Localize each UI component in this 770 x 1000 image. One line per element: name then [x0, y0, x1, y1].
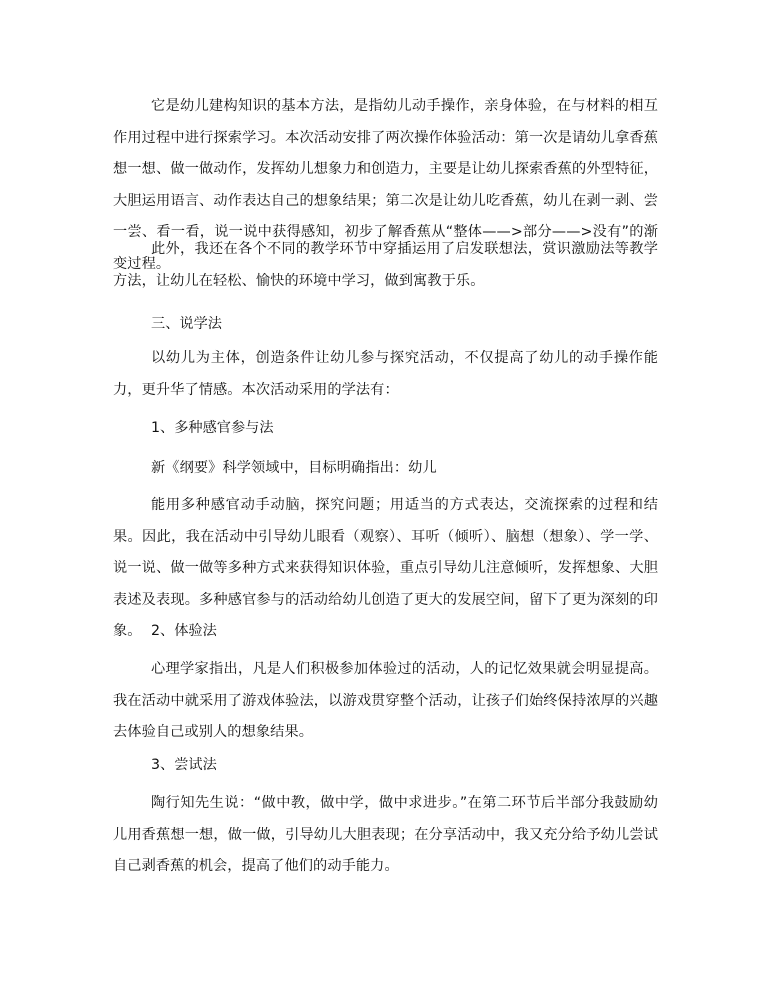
subheading-multi-sensory: 1、多种感官参与法 [151, 420, 274, 436]
paragraph-trial: 陶行知先生说：“做中教，做中学，做中求进步。”在第二环节后半部分我鼓励幼儿用香蕉想一想，做一做，引导幼儿大胆表现；在分享活动中，我又充分给予幼儿尝试自己剥香蕉的机会，提高了他们的动手能力。 [113, 795, 658, 874]
paragraph-multi-sensory: 能用多种感官动手动脑，探究问题；用适当的方式表达，交流探索的过程和结果。因此，我在活动中引导幼儿眼看（观察）、耳听（倾听）、脑想（想象）、学一学、说一说、做一做等多种方式来获得知识体验，重点引导幼儿注意倾听，发挥想象、大胆表述及表现。多种感官参与的活动给幼儿创造了更大的发展空间，留下了更为深刻的印象。 [113, 497, 658, 639]
paragraph-experience: 心理学家指出，凡是人们积极参加体验过的活动，人的记忆效果就会明显提高。我在活动中就采用了游戏体验法，以游戏贯穿整个活动，让孩子们始终保持浓厚的兴趣去体验自己或别人的想象结果。 [113, 661, 658, 740]
subheading-trial: 3、尝试法 [151, 757, 217, 773]
section-heading-learning-methods: 三、说学法 [151, 316, 222, 332]
paragraph-construction-method: 它是幼儿建构知识的基本方法，是指幼儿动手操作，亲身体验，在与材料的相互作用过程中进行探索学习。本次活动安排了两次操作体验活动：第一次是请幼儿拿香蕉想一想、做一做动作，发挥幼儿想象力和创造力，主要是让幼儿探索香蕉的外型特征，大胆运用语言、动作表达自己的想象结果；第二次是让幼儿吃香蕉，幼儿在剥一剥、尝一尝、看一看，说一说中获得感知，初步了解香蕉从“整体——>部分——>没有”的渐变过程。 [113, 98, 658, 272]
paragraph-teaching-methods: 此外，我还在各个不同的教学环节中穿插运用了启发联想法，赏识激励法等教学方法，让幼儿在轻松、愉快的环境中学习，做到寓教于乐。 [113, 241, 658, 289]
subheading-experience: 2、体验法 [151, 623, 217, 639]
paragraph-learning-intro: 以幼儿为主体，创造条件让幼儿参与探究活动，不仅提高了幼儿的动手操作能力，更升华了情感。本次活动采用的学法有： [113, 350, 658, 398]
paragraph-guideline: 新《纲要》科学领域中，目标明确指出：幼儿 [151, 460, 437, 476]
